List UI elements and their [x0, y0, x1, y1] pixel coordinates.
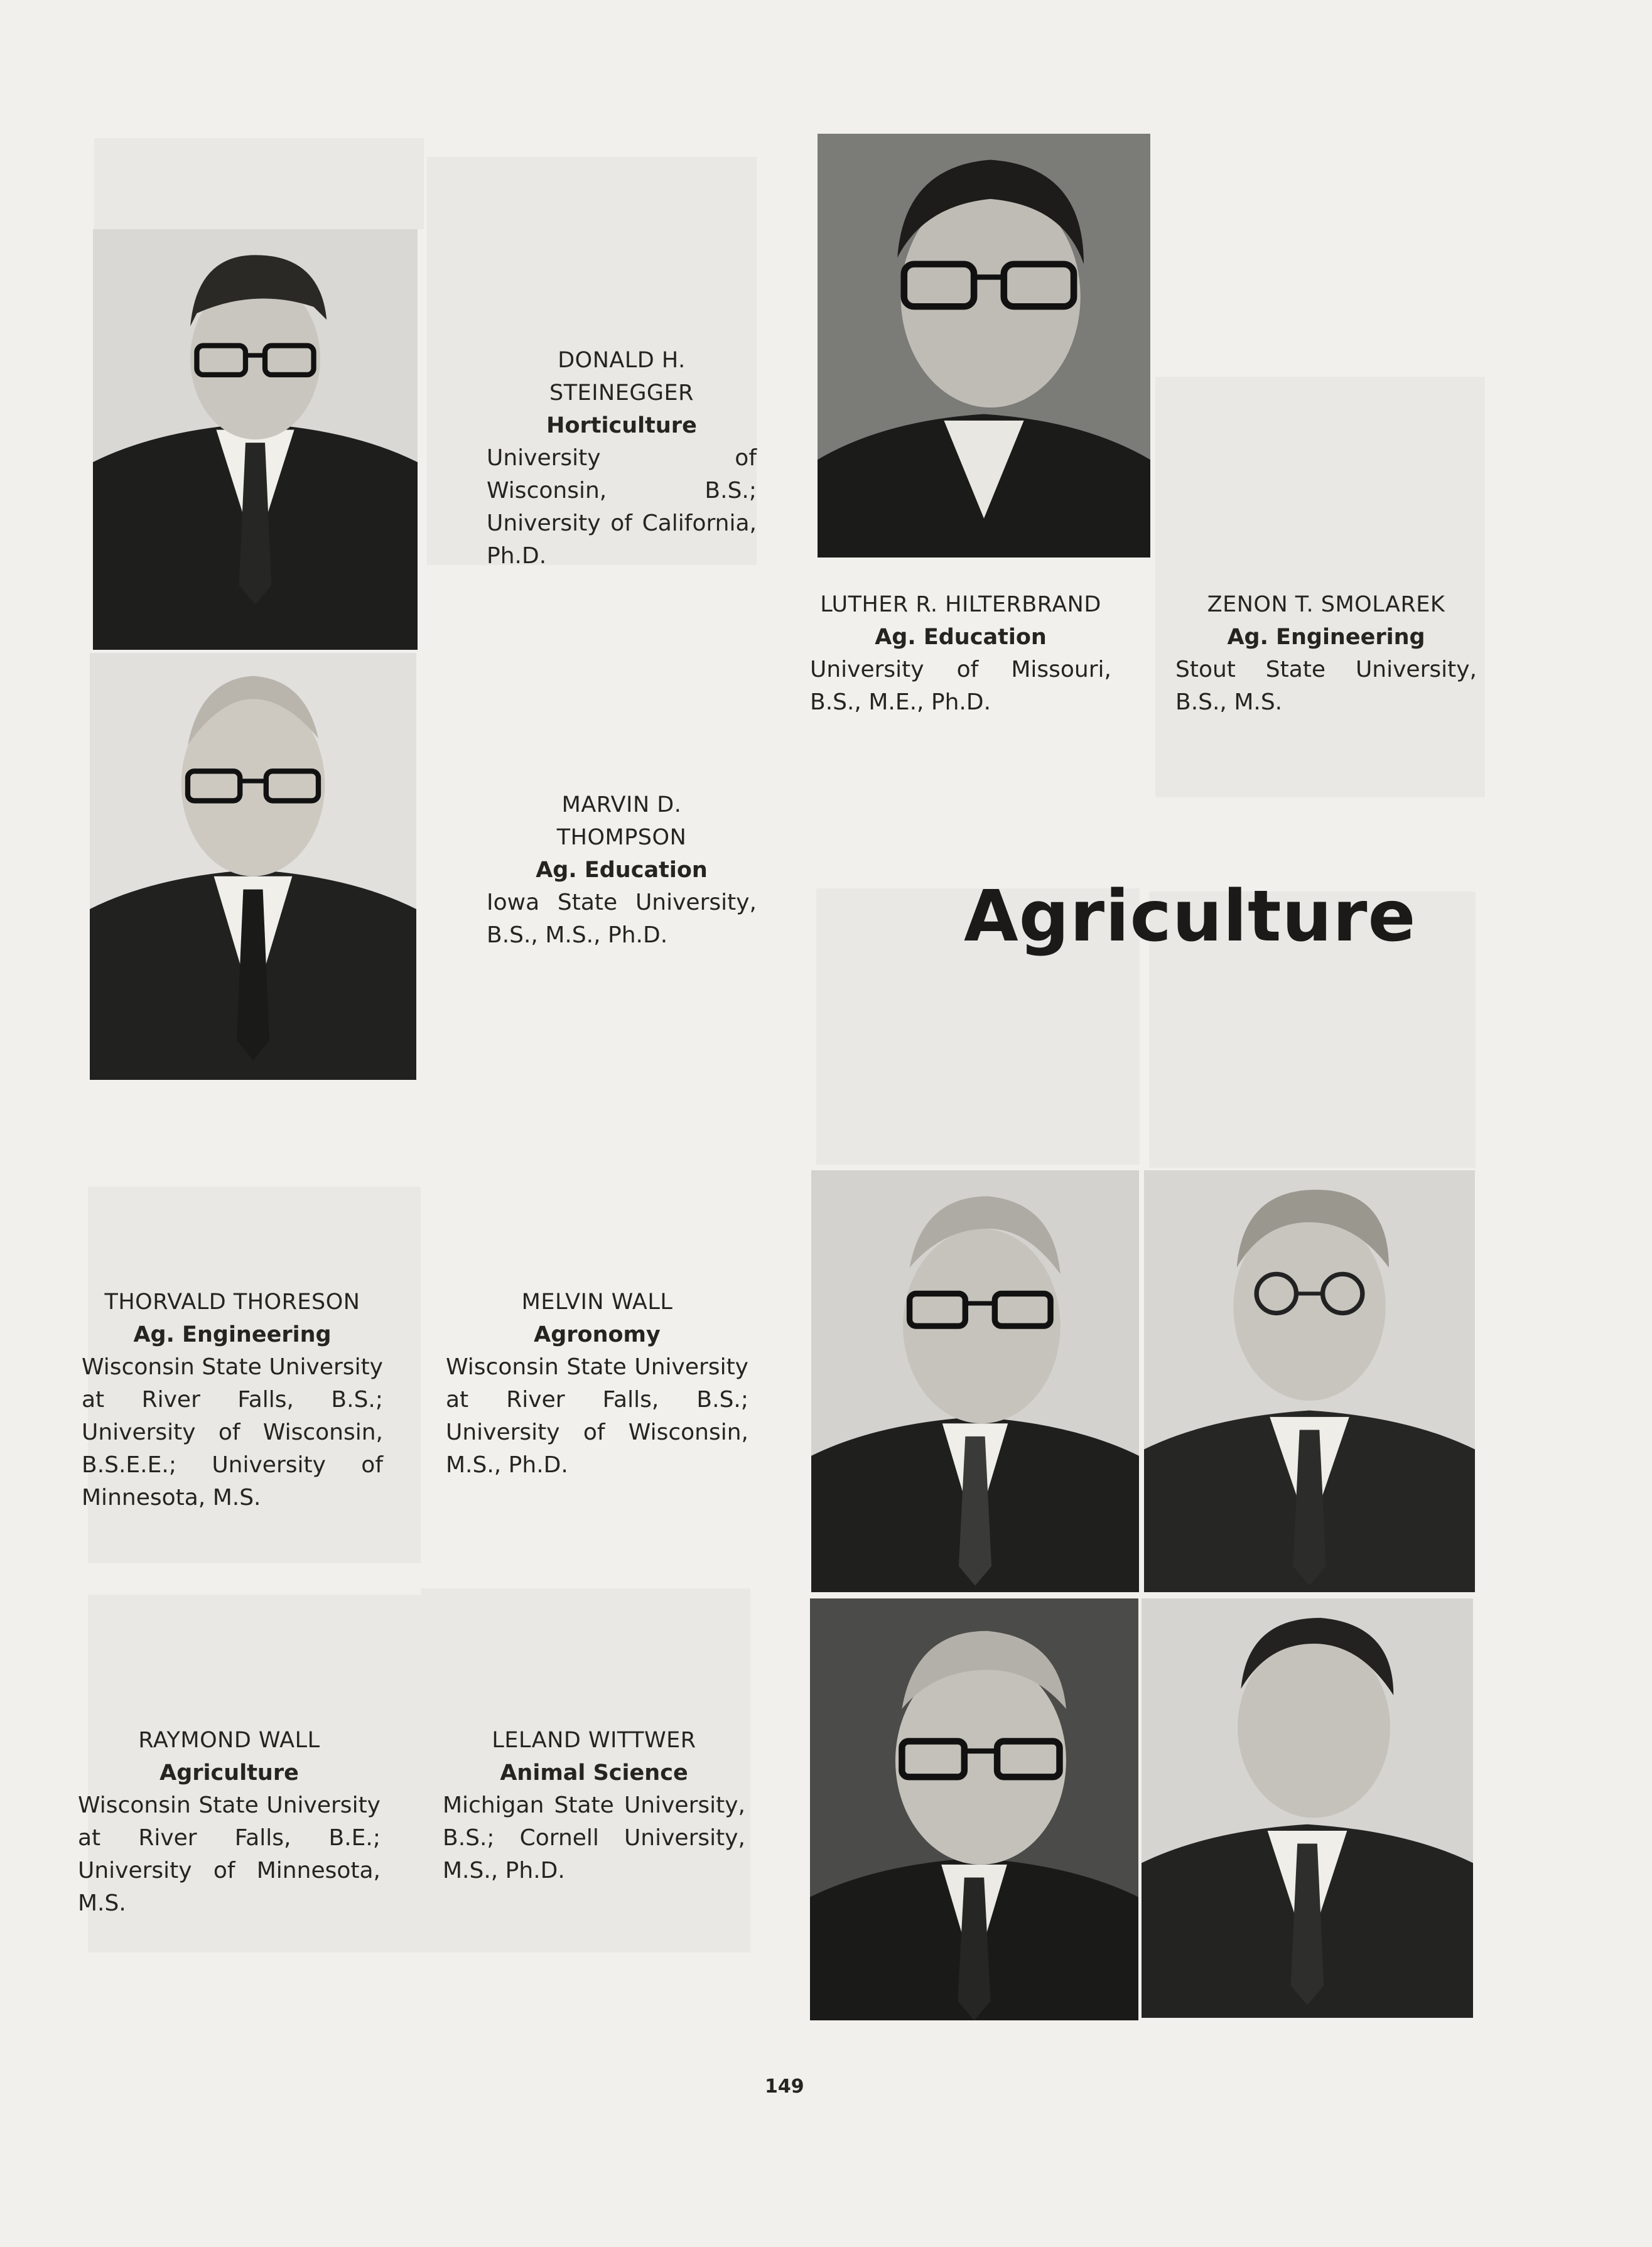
faculty-name: LELAND WITTWER — [492, 1728, 696, 1753]
faculty-department: Ag. Engineering — [133, 1322, 332, 1347]
portrait-photo — [810, 1598, 1138, 2020]
faculty-department: Ag. Education — [875, 625, 1047, 650]
faculty-department: Ag. Education — [536, 858, 708, 883]
faculty-entry — [1175, 588, 1477, 719]
faculty-entry — [487, 789, 757, 952]
faculty-name: MARVIN D. — [561, 792, 682, 817]
faculty-entry — [78, 1724, 381, 1920]
faculty-credentials: Stout State University, B.S., M.S. — [1175, 657, 1477, 715]
man-portrait-icon — [810, 1598, 1138, 2020]
faculty-credentials: Michigan State University, B.S.; Cornell University, M.S., Ph.D. — [443, 1792, 745, 1883]
portrait-photo — [1144, 1170, 1475, 1592]
portrait-photo — [90, 653, 416, 1080]
man-portrait-icon — [818, 134, 1150, 558]
man-portrait-icon — [1142, 1598, 1473, 2018]
bleed-through-block — [94, 138, 424, 229]
faculty-name: DONALD H. — [558, 348, 686, 373]
bleed-through-block — [1155, 377, 1485, 797]
faculty-entry — [443, 1724, 745, 1887]
portrait-photo — [811, 1170, 1139, 1592]
faculty-name: ZENON T. SMOLAREK — [1207, 592, 1445, 617]
faculty-name: MELVIN WALL — [521, 1290, 673, 1315]
faculty-credentials: Wisconsin State University at River Falls, B.S.; University of Wisconsin, B.S.E.E.; University of Minnesota, M.S. — [82, 1354, 383, 1511]
faculty-credentials: University of Wisconsin, B.S.; University of California, Ph.D. — [487, 445, 757, 569]
faculty-name: LUTHER R. HILTERBRAND — [820, 592, 1101, 617]
man-portrait-icon — [1144, 1170, 1475, 1592]
faculty-credentials: Wisconsin State University at River Falls, B.E.; University of Minnesota, M.S. — [78, 1792, 381, 1916]
man-portrait-icon — [90, 653, 416, 1080]
faculty-department: Animal Science — [500, 1760, 688, 1786]
faculty-credentials: Iowa State University, B.S., M.S., Ph.D. — [487, 890, 757, 948]
faculty-department: Agriculture — [159, 1760, 299, 1786]
portrait-photo — [818, 134, 1150, 558]
page-number: 149 — [765, 2076, 804, 2098]
faculty-credentials: University of Missouri, B.S., M.E., Ph.D. — [810, 657, 1111, 715]
faculty-name: THORVALD THORESON — [104, 1290, 360, 1315]
portrait-photo — [1142, 1598, 1473, 2018]
faculty-entry — [487, 344, 757, 573]
faculty-name: THOMPSON — [556, 825, 687, 850]
faculty-department: Agronomy — [534, 1322, 661, 1347]
faculty-entry — [446, 1286, 748, 1482]
faculty-name: RAYMOND WALL — [138, 1728, 320, 1753]
section-title: Agriculture — [964, 876, 1417, 957]
faculty-entry — [810, 588, 1111, 719]
faculty-department: Horticulture — [546, 413, 697, 438]
man-portrait-icon — [811, 1170, 1139, 1592]
faculty-department: Ag. Engineering — [1227, 625, 1425, 650]
faculty-name: STEINEGGER — [549, 380, 694, 406]
faculty-entry — [82, 1286, 383, 1514]
faculty-credentials: Wisconsin State University at River Falls, B.S.; University of Wisconsin, M.S., Ph.D. — [446, 1354, 748, 1478]
man-portrait-icon — [93, 229, 418, 650]
portrait-photo — [93, 229, 418, 650]
